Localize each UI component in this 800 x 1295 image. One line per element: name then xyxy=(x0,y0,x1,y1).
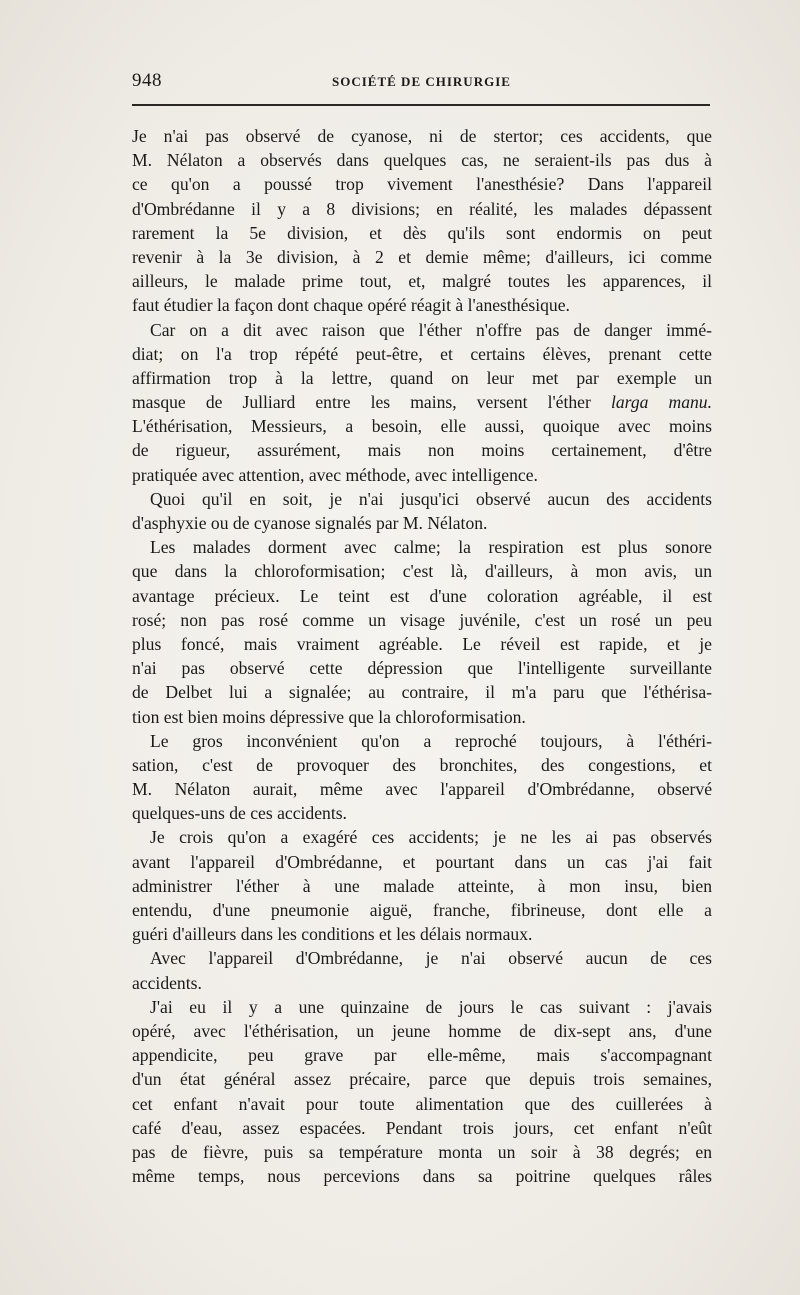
text-line: ailleurs, le malade prime tout, et, malgré toutes les apparences, il xyxy=(132,271,712,292)
text-line: rosé; non pas rosé comme un visage juvénile, c'est un rosé un peu xyxy=(132,609,712,630)
text-line: guéri d'ailleurs dans les conditions et les délais normaux. xyxy=(132,924,533,945)
text-line: que dans la chloroformisation; c'est là, d'ailleurs, à mon avis, un xyxy=(132,561,712,582)
text-line: rarement la 5e division, et dès qu'ils sont endormis on peut xyxy=(132,222,712,243)
text-line: quelques-uns de ces accidents. xyxy=(132,803,347,824)
text-line: d'Ombrédanne il y a 8 divisions; en réalité, les malades dépassent xyxy=(132,198,712,219)
text-line: accidents. xyxy=(132,972,202,993)
text-line: d'asphyxie ou de cyanose signalés par M. Nélaton. xyxy=(132,513,488,533)
text-line: même temps, nous percevions dans sa poitrine quelques râles xyxy=(132,1166,712,1187)
text-line: café d'eau, assez espacées. Pendant trois jours, cet enfant n'eût xyxy=(132,1117,712,1138)
text-line: tion est bien moins dépressive que la chloroformisation. xyxy=(132,706,526,727)
text-line: ce qu'on a poussé trop vivement l'anesthésie? Dans l'appareil xyxy=(132,174,712,195)
text-line: n'ai pas observé cette dépression que l'intelligente surveillante xyxy=(132,658,712,679)
text-line: administrer l'éther à une malade atteinte, à mon insu, bien xyxy=(132,875,712,896)
text-line: Avec l'appareil d'Ombrédanne, je n'ai observé aucun de ces xyxy=(150,948,712,969)
text-line: Je crois qu'on a exagéré ces accidents; je ne les ai pas observés xyxy=(150,827,712,848)
header-rule xyxy=(132,104,710,106)
text-line: Le gros inconvénient qu'on a reproché toujours, à l'éthéri- xyxy=(150,730,712,751)
text-line: Quoi qu'il en soit, je n'ai jusqu'ici observé aucun des accidents xyxy=(150,488,712,509)
text-line: de rigueur, assurément, mais non moins certainement, d'être xyxy=(132,440,712,461)
text-line: M. Nélaton a observés dans quelques cas, ne seraient-ils pas dus à xyxy=(132,150,712,171)
text-line: Je n'ai pas observé de cyanose, ni de stertor; ces accidents, que xyxy=(132,126,712,146)
text-line: avant l'appareil d'Ombrédanne, et pourtant dans un cas j'ai fait xyxy=(132,851,712,872)
text-line: revenir à la 3e division, à 2 et demie même; d'ailleurs, ici comme xyxy=(132,246,712,267)
page-number: 948 xyxy=(132,70,162,91)
text-line: de Delbet lui a signalée; au contraire, il m'a paru que l'éthérisa- xyxy=(132,682,712,703)
text-line: pratiquée avec attention, avec méthode, avec intelligence. xyxy=(132,464,538,485)
text-line-with-italic xyxy=(132,390,712,414)
body-text xyxy=(132,124,712,1188)
text-line: M. Nélaton aurait, même avec l'appareil d'Ombrédanne, observé xyxy=(132,779,712,800)
text-line: L'éthérisation, Messieurs, a besoin, elle aussi, quoique avec moins xyxy=(132,416,712,437)
text-line: appendicite, peu grave par elle-même, mais s'accompagnant xyxy=(132,1045,712,1066)
text-line: Les malades dorment avec calme; la respiration est plus sonore xyxy=(150,537,712,558)
text-line: cet enfant n'avait pour toute alimentation que des cuillerées à xyxy=(132,1093,712,1114)
text-line: d'un état général assez précaire, parce que depuis trois semaines, xyxy=(132,1069,712,1090)
text-line: avantage précieux. Le teint est d'une coloration agréable, il est xyxy=(132,585,712,606)
running-title: SOCIÉTÉ DE CHIRURGIE xyxy=(332,74,511,89)
text-line: Car on a dit avec raison que l'éther n'offre pas de danger immé- xyxy=(150,319,712,340)
text-line: plus foncé, mais vraiment agréable. Le réveil est rapide, et je xyxy=(132,633,712,654)
text-line: entendu, d'une pneumonie aiguë, franche, fibrineuse, dont elle a xyxy=(132,900,712,920)
text-line: pas de fièvre, puis sa température monta un soir à 38 degrés; en xyxy=(132,1141,712,1162)
text-line: sation, c'est de provoquer des bronchites, des congestions, et xyxy=(132,754,712,775)
text-segment: masque de Julliard entre les mains, versent l'éther xyxy=(132,392,591,413)
text-line: opéré, avec l'éthérisation, un jeune homme de dix-sept ans, d'une xyxy=(132,1020,712,1041)
text-line: faut étudier la façon dont chaque opéré réagit à l'anesthésique. xyxy=(132,295,570,316)
italic-phrase: larga manu. xyxy=(610,392,712,413)
text-line: affirmation trop à la lettre, quand on leur met par exemple un xyxy=(132,367,712,388)
page-header xyxy=(132,70,710,98)
text-line: diat; on l'a trop répété peut-être, et certains élèves, prenant cette xyxy=(132,343,712,364)
text-line: J'ai eu il y a une quinzaine de jours le cas suivant : j'avais xyxy=(150,996,712,1017)
